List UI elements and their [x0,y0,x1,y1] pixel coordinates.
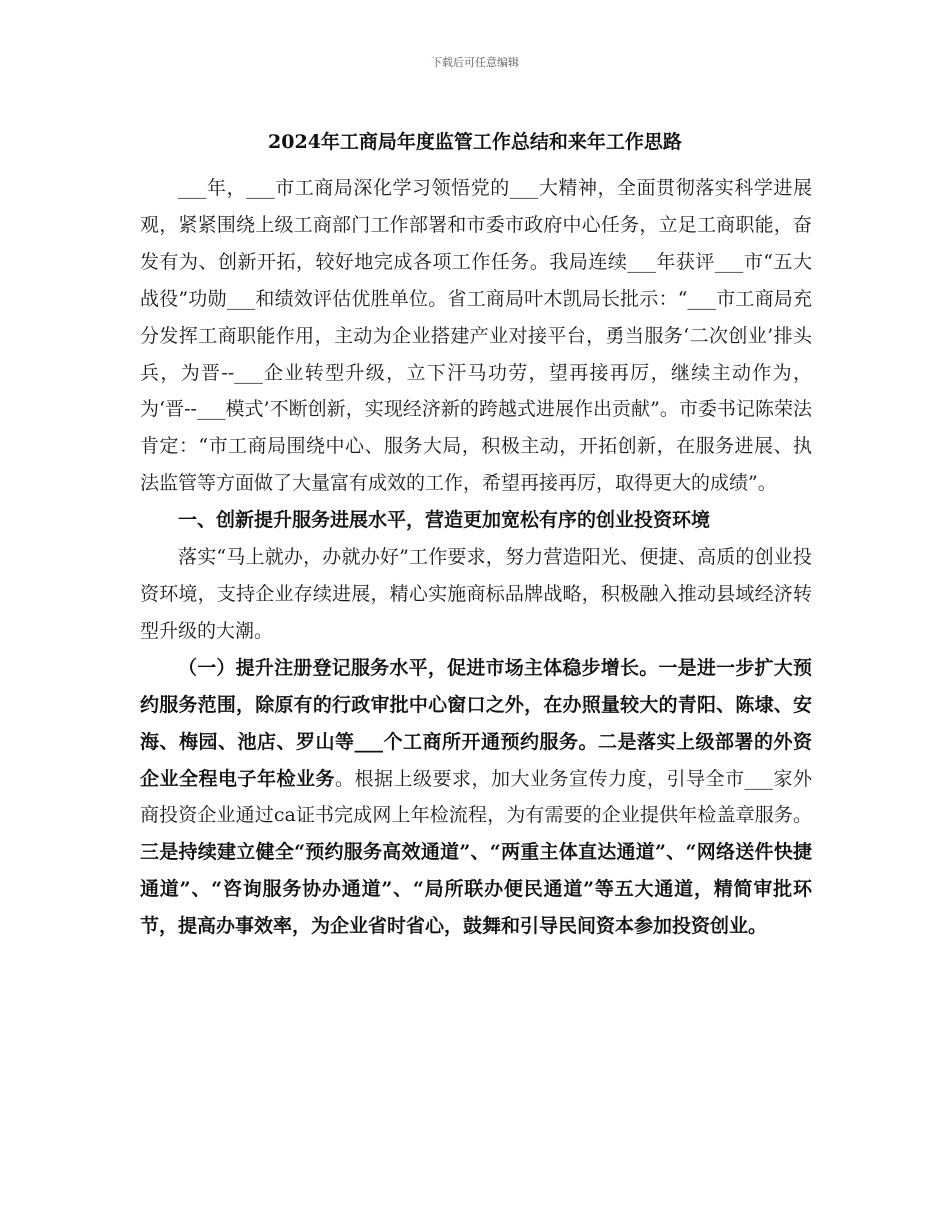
document-body [140,170,812,945]
section-1-intro-paragraph: 落实“马上就办，办就办好”工作要求，努力营造阳光、便捷、高质的创业投资环境，支持企业存续进展，精心实施商标品牌战略，积极融入推动县域经济转型升级的大潮。 [140,546,812,642]
subsection-1-bold-part-b: 三是持续建立健全“预约服务高效通道”、“两重主体直达通道”、“网络送件快捷通道”、“咨询服务协办通道”、“局所联办便民通道”等五大通道，精简审批环节，提高办事效率，为企业省时省心，鼓舞和引导民间资本参加投资创业。 [140,841,812,938]
document-title: 2024年工商局年度监管工作总结和来年工作思路 [268,131,682,153]
page-header: 下载后可任意编辑 [431,56,519,69]
subsection-1-normal-part: 。根据上级要求，加大业务宣传力度，引导全市___家外商投资企业通过ca证书完成网上年检流程，为有需要的企业提供年检盖章服务。 [140,767,812,827]
subsection-1-bold-part-a: （一）提升注册登记服务水平，促进市场主体稳步增长。一是进一步扩大预约服务范围，除原有的行政审批中心窗口之外，在办照量较大的青阳、陈埭、安海、梅园、池店、罗山等___个工商所开通预约服务。二是落实上级部署的外资企业全程电子年检业务 [140,656,812,790]
subsection-1-paragraph [140,650,812,945]
section-heading-1: 一、创新提升服务进展水平，营造更加宽松有序的创业投资环境 [178,509,711,532]
intro-paragraph: ___年，___市工商局深化学习领悟党的___大精神，全面贯彻落实科学进展观，紧紧围绕上级工商部门工作部署和市委市政府中心任务，立足工商职能，奋发有为、创新开拓，较好地完成各项工作任务。我局连续___年获评___市“五大战役”功勋___和绩效评估优胜单位。省工商局叶木凯局长批示：“___市工商局充分发挥工商职能作用，主动为企业搭建产业对接平台，勇当服务‘二次创业’排头兵，为晋--___企业转型升级，立下汗马功劳，望再接再厉，继续主动作为，为‘晋--___模式’不断创新，实现经济新的跨越式进展作出贡献”。市委书记陈荣法肯定：“市工商局围绕中心、服务大局，积极主动，开拓创新，在服务进展、执法监管等方面做了大量富有成效的工作，希望再接再厉，取得更大的成绩”。 [140,177,812,495]
